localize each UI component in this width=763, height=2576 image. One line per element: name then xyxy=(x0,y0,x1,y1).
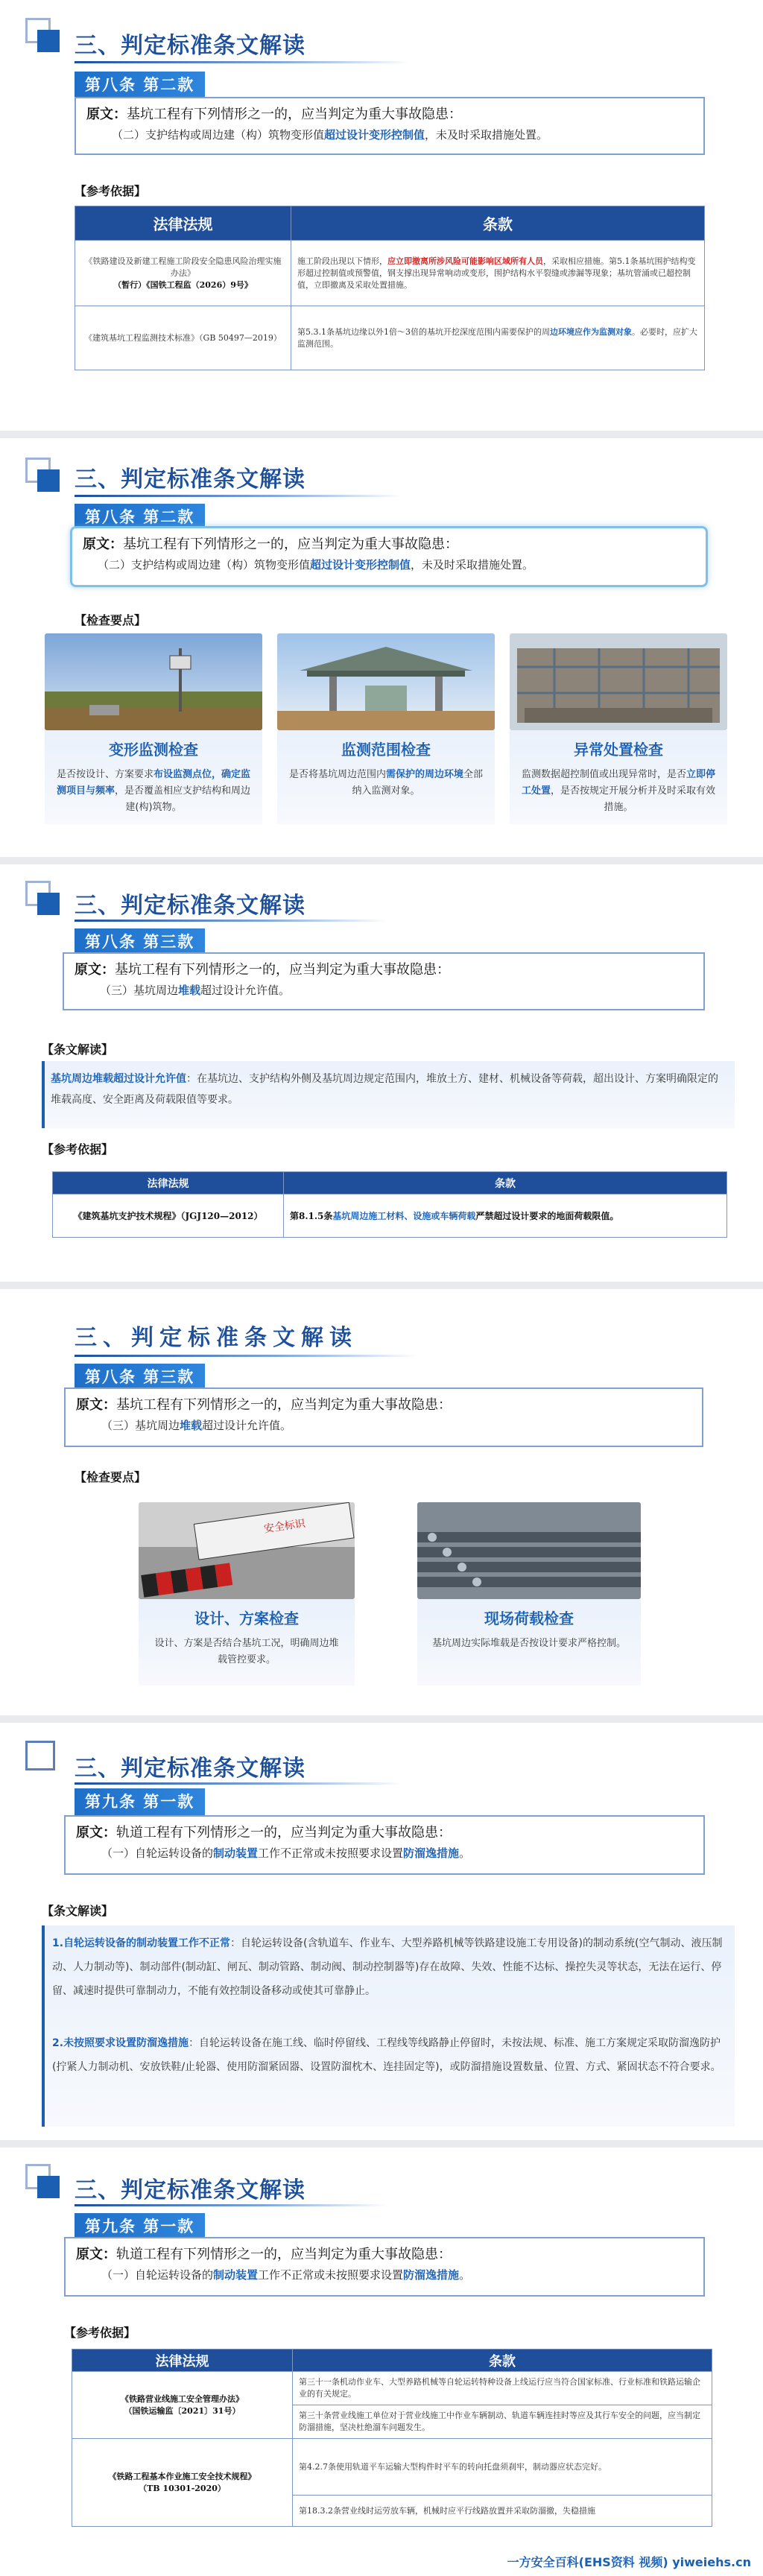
original-text-box xyxy=(64,1815,705,1875)
original-prefix: 原文： xyxy=(76,1397,116,1413)
original-item-line xyxy=(76,2265,693,2285)
law-name: 《铁路建设及新建工程施工阶段安全隐患风险治理实施办法》 xyxy=(84,256,282,278)
desc-highlight: 立即停工处置 xyxy=(521,769,716,797)
item-highlight: 堆载 xyxy=(180,1419,203,1432)
original-item-line xyxy=(83,555,695,575)
table-header-law: 法律法规 xyxy=(72,2349,293,2372)
article-tag: 第八条 第二款 xyxy=(75,72,205,98)
slide-separator xyxy=(0,431,763,438)
item-highlight: 堆载 xyxy=(178,984,201,997)
article-tag: 第九条 第一款 xyxy=(75,2213,205,2240)
item-highlight: 制动装置 xyxy=(213,2268,259,2282)
sign-lettering: 安全标识 xyxy=(263,1517,306,1536)
item-highlight: 制动装置 xyxy=(213,1846,259,1860)
title-underline xyxy=(75,495,402,497)
paragraph-highlight: 未按照要求设置防溜逸措施 xyxy=(63,2037,189,2049)
card-caption: 变形监测检查 xyxy=(109,741,198,759)
check-card xyxy=(510,633,727,824)
paragraph-number: 2. xyxy=(52,2037,64,2049)
original-prefix: 原文： xyxy=(86,107,127,122)
monitoring-photo xyxy=(277,633,495,730)
card-caption: 现场荷载检查 xyxy=(484,1610,574,1627)
sign-photo xyxy=(139,1502,355,1599)
original-text-box xyxy=(64,2237,705,2297)
slide-separator xyxy=(0,1715,763,1723)
explanation-paragraph xyxy=(52,1931,726,2003)
item-text: （三）基坑周边 xyxy=(100,984,179,997)
explanation-body: ：在基坑边、支护结构外侧及基坑周边规定范围内，堆放土方、建材、机械设备等荷载，超出设计、方案明确限定的堆载高度、安全距离及荷载限值等要求。 xyxy=(51,1073,718,1106)
article-tag: 第八条 第二款 xyxy=(75,504,205,531)
original-item-line xyxy=(75,981,693,1000)
explanation-highlight: 基坑周边堆载超过设计允许值 xyxy=(51,1073,186,1085)
clause-text: 严禁超过设计要求的地面荷载限值。 xyxy=(475,1210,619,1221)
original-text-box xyxy=(64,1387,703,1447)
original-item-line xyxy=(86,125,693,145)
card-panel xyxy=(417,1599,641,1686)
item-text: ，未及时采取措施处置。 xyxy=(425,128,548,142)
slide-title: 三、判定标准条文解读 xyxy=(75,466,305,493)
table-row xyxy=(72,2439,712,2496)
slide-3 xyxy=(0,864,763,1282)
card-panel xyxy=(277,730,495,824)
title-underline xyxy=(75,1782,402,1785)
slide-title: 三、判定标准条文解读 xyxy=(75,1325,358,1351)
item-text: 超过设计允许值。 xyxy=(202,1419,292,1432)
reference-label: 【参考依据】 xyxy=(75,184,147,198)
clause-text: ，采取相应措施。第5.1条基坑围护结构变形超过控制值或预警值，钢支撑出现异常响动或变形，围护结构水平裂缝或渗漏等现象；基坑管涌或已超控制值，立即撤离及采取处置措施。 xyxy=(297,256,696,290)
clause-cell xyxy=(291,306,705,370)
original-text-line xyxy=(75,960,693,981)
reference-label: 【参考依据】 xyxy=(42,1142,114,1156)
card-caption: 设计、方案检查 xyxy=(194,1610,299,1627)
item-text: 。 xyxy=(459,2268,471,2282)
desc-text: 全部纳入监测对象。 xyxy=(352,769,484,797)
slide-6 xyxy=(0,2148,763,2576)
clause-cell xyxy=(284,1194,727,1238)
clause-cell: 第三十一条机动作业车、大型养路机械等自轮运转特种设备上线运行应当符合国家标准、行业标准和铁路运输企业的有关规定。 xyxy=(293,2372,712,2405)
law-cell xyxy=(75,306,291,370)
check-card xyxy=(277,633,495,824)
desc-text: 监测数据超控制值或出现异常时，是否 xyxy=(521,769,686,780)
footer-watermark: 一方安全百科(EHS资料 视频) yiweiehs.cn xyxy=(507,2555,751,2569)
item-text: 工作不正常或未按照要求设置 xyxy=(258,1846,404,1860)
slide-title: 三、判定标准条文解读 xyxy=(75,33,305,59)
table-header-clause: 条款 xyxy=(284,1172,727,1194)
item-text: 工作不正常或未按照要求设置 xyxy=(258,2268,404,2282)
item-highlight: 超过设计变形控制值 xyxy=(324,128,425,142)
item-text: （一）自轮运转设备的 xyxy=(101,1846,214,1860)
original-item-line xyxy=(76,1416,691,1435)
explanation-text xyxy=(51,1069,727,1110)
law-cell xyxy=(72,2439,293,2527)
original-text: 基坑工程有下列情形之一的，应当判定为重大事故隐患： xyxy=(115,962,450,978)
original-text: 基坑工程有下列情形之一的，应当判定为重大事故隐患： xyxy=(127,107,462,122)
item-highlight: 防溜逸措施 xyxy=(403,2268,460,2282)
table-row xyxy=(75,241,705,306)
corner-decoration xyxy=(37,893,60,915)
table-row xyxy=(53,1194,727,1238)
law-doc-number: （TB 10301-2020） xyxy=(139,2483,226,2493)
item-highlight: 防溜逸措施 xyxy=(403,1846,460,1860)
desc-text: 是否将基坑周边范围内 xyxy=(288,769,386,780)
slide-separator xyxy=(0,1282,763,1289)
original-text-line xyxy=(76,1395,691,1416)
table-header-clause: 条款 xyxy=(291,206,705,241)
law-name: 《铁路工程基本作业施工安全技术规程》 xyxy=(108,2471,256,2481)
slide-1 xyxy=(0,0,763,431)
clause-text: 第5.3.1条基坑边缘以外1倍～3倍的基坑开挖深度范围内需要保护的周 xyxy=(297,326,550,337)
card-panel xyxy=(510,730,727,824)
desc-text: 是否按设计、方案要求 xyxy=(56,769,153,780)
paragraph-highlight: 自轮运转设备的制动装置工作不正常 xyxy=(63,1937,231,1949)
clause-highlight: 基坑周边施工材料、设施或车辆荷载 xyxy=(332,1210,476,1221)
article-tag: 第八条 第三款 xyxy=(75,928,205,955)
table-header-clause: 条款 xyxy=(293,2349,712,2372)
slide-5 xyxy=(0,1723,763,2140)
paragraph-body: ：自轮运转设备在施工线、临时停留线、工程线等线路静止停留时，未按法规、标准、施工方案规定采取防溜逸防护(拧紧人力制动机、安放铁鞋/止轮器、使用防溜紧固器、设置防溜枕木、连挂固定等)，或防溜措施设置数量、位置、方式、紧固状态不符合要求。 xyxy=(52,2037,721,2073)
clause-cell: 第4.2.7条使用轨道平车运输大型构件时平车的转向托盘须刹牢，制动器应状态完好。 xyxy=(293,2439,712,2496)
explanation-label: 【条文解读】 xyxy=(42,1042,114,1057)
clause-cell: 第三十条营业线施工单位对于营业线施工中作业车辆制动、轨道车辆连挂时等应及其行车安全的问题，应当制定防溜措施，坚决杜绝溜车问题发生。 xyxy=(293,2405,712,2439)
reference-table xyxy=(52,1171,727,1238)
card-description: 设计、方案是否结合基坑工况，明确周边堆载管控要求。 xyxy=(154,1638,339,1665)
original-text: 基坑工程有下列情形之一的，应当判定为重大事故隐患： xyxy=(123,537,458,552)
title-underline xyxy=(75,920,387,922)
original-prefix: 原文： xyxy=(83,537,123,552)
original-text-box xyxy=(63,952,705,1010)
rebar-photo xyxy=(417,1502,641,1599)
paragraph-body: ：自轮运转设备(含轨道车、作业车、大型养路机械等铁路建设施工专用设备)的制动系统(空气制动、液压制动、人力制动等)、制动部件(制动缸、闸瓦、制动管路、制动阀、制动控制器等)存在故障、失效、性能不达标、操控失灵等状态，无法在运行、停留、减速时提供可靠制动力，不能有效控制设备移动或使其可靠静止。 xyxy=(52,1937,723,1997)
table-row xyxy=(72,2372,712,2405)
law-cell xyxy=(75,241,291,306)
title-underline xyxy=(75,61,410,63)
check-card xyxy=(139,1502,355,1686)
paragraph-number: 1. xyxy=(52,1937,64,1949)
corner-decoration xyxy=(25,1741,55,1770)
original-text-line xyxy=(83,534,695,555)
item-text: 超过设计允许值。 xyxy=(200,984,291,997)
slide-separator xyxy=(0,2140,763,2148)
card-caption: 监测范围检查 xyxy=(341,741,431,759)
original-text-line xyxy=(76,2244,693,2265)
original-text: 基坑工程有下列情形之一的，应当判定为重大事故隐患： xyxy=(116,1397,452,1413)
reference-label: 【参考依据】 xyxy=(64,2326,136,2340)
clause-highlight: 应立即撤离所涉风险可能影响区域所有人员 xyxy=(387,256,543,266)
original-prefix: 原文： xyxy=(76,1825,116,1841)
card-panel xyxy=(139,1599,355,1686)
law-doc-number: （暂行）《国铁工程监（2026）9号》 xyxy=(113,279,253,290)
clause-cell: 第18.3.2条营业线时运劳放车辆，机械时应平行线路放置并采取防溜撤，失稳措施 xyxy=(293,2496,712,2527)
card-panel xyxy=(45,730,262,824)
item-text: （二）支护结构或周边建（构）筑物变形值 xyxy=(98,558,311,572)
item-text: ，未及时采取措施处置。 xyxy=(411,558,534,572)
slide-4 xyxy=(0,1289,763,1715)
card-description xyxy=(277,767,495,800)
check-card xyxy=(417,1502,641,1686)
original-text: 轨道工程有下列情形之一的，应当判定为重大事故隐患： xyxy=(116,1825,452,1841)
reference-table xyxy=(75,206,705,370)
original-prefix: 原文： xyxy=(75,962,115,978)
slide-title: 三、判定标准条文解读 xyxy=(75,2177,305,2203)
desc-text: ，是否覆盖相应支护结构和周边建(构)筑物。 xyxy=(115,785,251,813)
item-highlight: 超过设计变形控制值 xyxy=(310,558,411,572)
title-underline xyxy=(75,1355,417,1357)
clause-text: 。必要时，应扩大监测范围。 xyxy=(297,326,697,349)
corner-decoration xyxy=(37,30,60,52)
explanation-label: 【条文解读】 xyxy=(42,1904,114,1918)
card-description xyxy=(510,767,727,816)
original-text-box xyxy=(75,97,705,155)
desc-highlight: 需保护的周边环境 xyxy=(385,769,463,780)
law-cell xyxy=(72,2372,293,2439)
monitoring-photo xyxy=(45,633,262,730)
slide-title: 三、判定标准条文解读 xyxy=(75,1756,305,1782)
check-points-label: 【检查要点】 xyxy=(75,613,147,627)
table-header-law: 法律法规 xyxy=(53,1172,284,1194)
slide-title: 三、判定标准条文解读 xyxy=(75,893,305,919)
explanation-paragraph xyxy=(52,2031,726,2079)
corner-decoration xyxy=(37,469,60,492)
excavation-photo xyxy=(510,633,727,730)
original-text-box xyxy=(70,526,708,587)
corner-decoration xyxy=(37,2176,60,2198)
item-text: （三）基坑周边 xyxy=(101,1419,180,1432)
law-doc-number: （国铁运输监〔2021〕31号） xyxy=(124,2405,241,2416)
card-caption: 异常处置检查 xyxy=(574,741,663,759)
original-item-line xyxy=(76,1844,693,1863)
desc-text: ，是否按规定开展分析并及时采取有效措施。 xyxy=(551,785,716,813)
check-card xyxy=(45,633,262,824)
slide-2 xyxy=(0,438,763,857)
check-points-label: 【检查要点】 xyxy=(75,1470,147,1484)
reference-table xyxy=(72,2349,712,2527)
clause-cell xyxy=(291,241,705,306)
original-text-line xyxy=(86,104,693,125)
clause-highlight: 边环境应作为监测对象 xyxy=(549,326,632,337)
card-description xyxy=(45,767,262,816)
law-name: 《建筑基坑工程监测技术标准》（GB 50497—2019） xyxy=(84,332,282,343)
table-header-law: 法律法规 xyxy=(75,206,291,241)
table-row xyxy=(75,306,705,370)
original-text-line xyxy=(76,1823,693,1844)
slide-separator xyxy=(0,857,763,864)
clause-text: 第8.1.5条 xyxy=(290,1210,333,1221)
item-text: 。 xyxy=(459,1846,471,1860)
card-description: 基坑周边实际堆载是否按设计要求严格控制。 xyxy=(432,1638,627,1649)
article-tag: 第八条 第三款 xyxy=(75,1364,205,1390)
article-tag: 第九条 第一款 xyxy=(75,1788,205,1815)
desc-highlight: 布设监测点位，确定监测项目与频率 xyxy=(56,769,251,797)
original-prefix: 原文： xyxy=(76,2247,116,2262)
title-underline xyxy=(75,2204,387,2206)
original-text: 轨道工程有下列情形之一的，应当判定为重大事故隐患： xyxy=(116,2247,452,2262)
clause-text: 施工阶段出现以下情形， xyxy=(297,256,387,266)
law-name: 《铁路营业线施工安全管理办法》 xyxy=(121,2393,244,2404)
law-cell: 《建筑基坑支护技术规程》（JGJ120—2012） xyxy=(53,1194,284,1238)
item-text: （二）支护结构或周边建（构）筑物变形值 xyxy=(112,128,325,142)
item-text: （一）自轮运转设备的 xyxy=(101,2268,214,2282)
